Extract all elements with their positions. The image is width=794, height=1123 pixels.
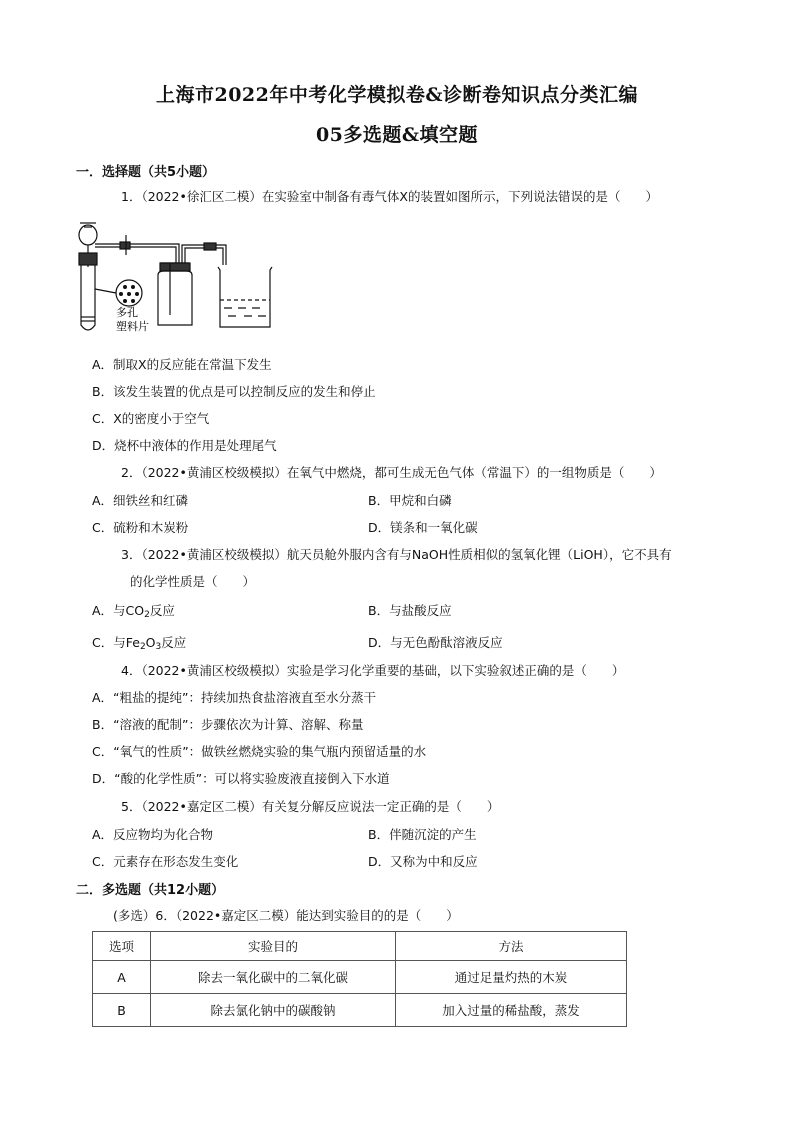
table-header-purpose: 实验目的 [151, 932, 396, 961]
q2-option-d: D．镁条和一氧化碳 [368, 520, 478, 535]
q4-option-d: D．“酸的化学性质”：可以将实验废液直接倒入下水道 [92, 771, 390, 786]
question-4-stem: 4．（2022•黄浦区校级模拟）实验是学习化学重要的基础，以下实验叙述正确的是（ ） [121, 663, 625, 678]
table-cell: 除去氯化钠中的碳酸钠 [151, 994, 396, 1027]
q3-option-b: B．与盐酸反应 [368, 603, 452, 618]
q3-option-a: A．与$CO_2$反应 [92, 603, 175, 620]
table-cell: 通过足量灼热的木炭 [396, 961, 627, 994]
q5-option-c: C．元素存在形态发生变化 [92, 854, 239, 869]
table-cell: A [93, 961, 151, 994]
q1-option-d: D．烧杯中液体的作用是处理尾气 [92, 438, 277, 453]
q5-option-b: B．伴随沉淀的产生 [368, 827, 477, 842]
question-6-stem: (多选）6．（2022•嘉定区二模）能达到实验目的的是（ ） [113, 908, 459, 923]
document-subtitle: 05多选题&填空题 [315, 124, 479, 146]
q5-option-d: D．又称为中和反应 [368, 854, 478, 869]
q4-option-c: C．“氧气的性质”：做铁丝燃烧实验的集气瓶内预留适量的水 [92, 744, 427, 759]
question-5-stem: 5．（2022•嘉定区二模）有关复分解反应说法一定正确的是（ ） [121, 799, 500, 814]
q2-option-c: C．硫粉和木炭粉 [92, 520, 189, 535]
q2-option-b: B．甲烷和白磷 [368, 493, 452, 508]
table-cell: B [93, 994, 151, 1027]
q4-option-b: B．“溶液的配制”：步骤依次为计算、溶解、称量 [92, 717, 364, 732]
q1-option-c: C．X的密度小于空气 [92, 411, 210, 426]
section-heading-multi: 二．多选题（共12小题） [76, 883, 225, 898]
q4-option-a: A．“粗盐的提纯”：持续加热食盐溶液直至水分蒸干 [92, 690, 377, 705]
q3-option-c: C．与$Fe_2O_3$反应 [92, 635, 187, 652]
q3-option-d: D．与无色酚酞溶液反应 [368, 635, 503, 650]
question-2-stem: 2．（2022•黄浦区校级模拟）在氧气中燃烧，都可生成无色气体（常温下）的一组物质是（ ） [121, 465, 662, 480]
experiment-table [92, 931, 627, 1027]
gas-apparatus-diagram [76, 215, 276, 335]
q5-option-a: A．反应物均为化合物 [92, 827, 214, 842]
table-row [93, 994, 627, 1027]
table-header-row [93, 932, 627, 961]
question-3-stem-continued: 的化学性质是（ ） [130, 574, 256, 589]
table-header-option: 选项 [93, 932, 151, 961]
table-cell: 除去一氧化碳中的二氧化碳 [151, 961, 396, 994]
q2-option-a: A．细铁丝和红磷 [92, 493, 189, 508]
table-row [93, 961, 627, 994]
porous-plate-label-1: 多孔 [116, 306, 138, 319]
q1-option-b: B．该发生装置的优点是可以控制反应的发生和停止 [92, 384, 376, 399]
porous-plate-label-2: 塑料片 [116, 320, 149, 333]
section-heading-choice: 一．选择题（共5小题） [76, 165, 216, 180]
table-cell: 加入过量的稀盐酸，蒸发 [396, 994, 627, 1027]
question-1-stem: 1．（2022•徐汇区二模）在实验室中制备有毒气体X的装置如图所示，下列说法错误的是（ ） [121, 189, 658, 204]
question-3-stem: 3．（2022•黄浦区校级模拟）航天员舱外服内含有与NaOH性质相似的氢氧化锂（LiOH），它不具有 [121, 547, 672, 562]
q1-option-a: A．制取X的反应能在常温下发生 [92, 357, 272, 372]
document-title: 上海市2022年中考化学模拟卷&诊断卷知识点分类汇编 [155, 84, 639, 106]
table-header-method: 方法 [396, 932, 627, 961]
